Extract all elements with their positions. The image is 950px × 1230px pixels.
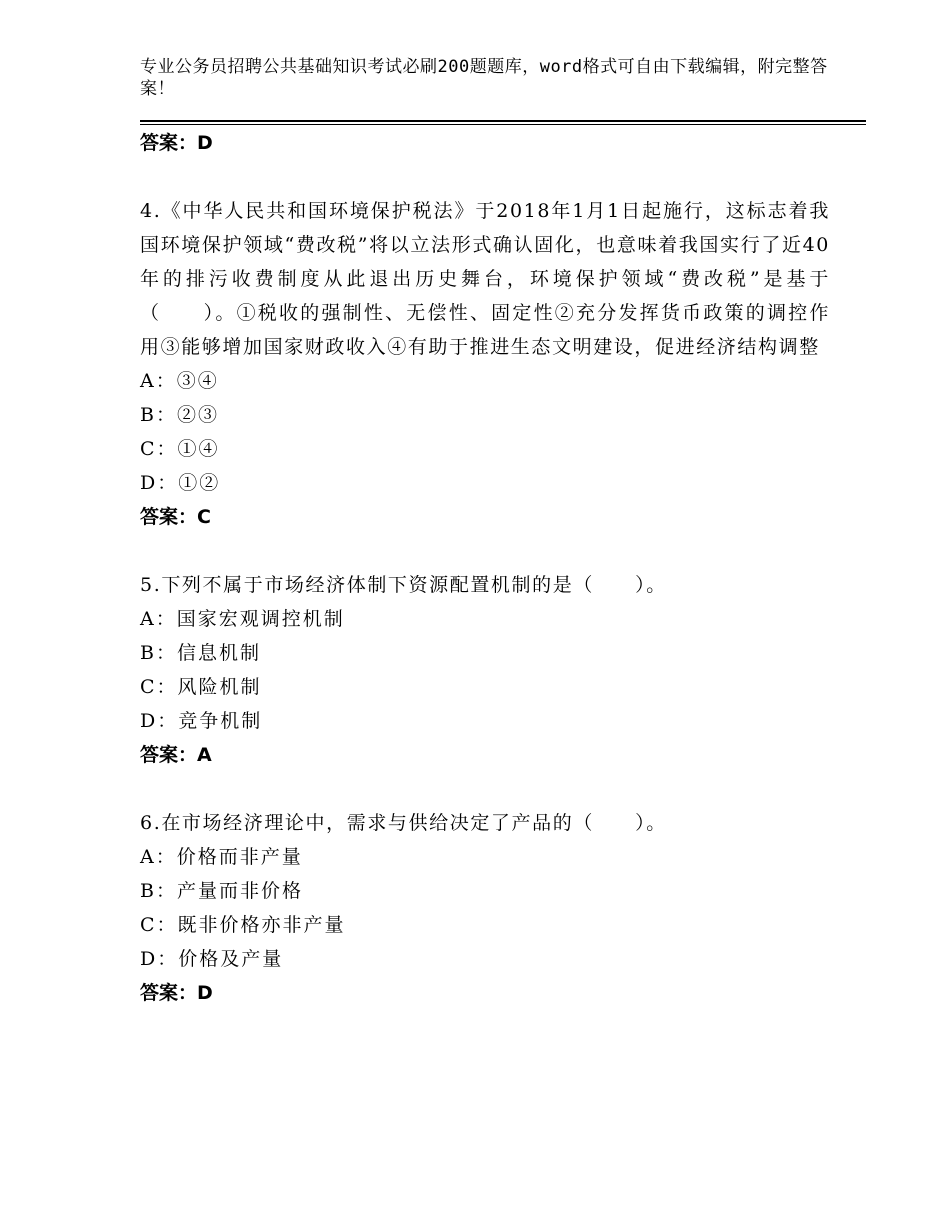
option-d: D：①② (140, 472, 221, 494)
answer-line: 答案：C (140, 506, 211, 528)
answer-line: 答案：A (140, 744, 212, 766)
option-b: B：②③ (140, 404, 219, 426)
option-a: A：国家宏观调控机制 (140, 608, 345, 630)
option-c: C：①④ (140, 438, 220, 460)
question-stem: 6.在市场经济理论中，需求与供给决定了产品的（ ）。 (140, 812, 667, 834)
option-c: C：既非价格亦非产量 (140, 914, 346, 936)
option-a: A：价格而非产量 (140, 846, 303, 868)
header-divider (140, 120, 866, 125)
question-stem: 4.《中华人民共和国环境保护税法》于2018年1月1日起施行，这标志着我国环境保护领域“费改税”将以立法形式确认固化，也意味着我国实行了近40年的排污收费制度从此退出历史舞台，环境保护领域“费改税”是基于（ ）。①税收的强制性、无偿性、固定性②充分发挥货币政策的调控作用③能够增加国家财政收入④有助于推进生态文明建设，促进经济结构调整 (140, 200, 830, 358)
question-4 (140, 194, 830, 534)
option-d: D：价格及产量 (140, 948, 284, 970)
question-stem: 5.下列不属于市场经济体制下资源配置机制的是（ ）。 (140, 574, 667, 596)
answer-line: 答案：D (140, 132, 213, 154)
option-a: A：③④ (140, 370, 219, 392)
question-5 (140, 568, 830, 772)
option-d: D：竞争机制 (140, 710, 263, 732)
option-b: B：信息机制 (140, 642, 261, 664)
option-b: B：产量而非价格 (140, 880, 303, 902)
page-header: 专业公务员招聘公共基础知识考试必刷200题题库，word格式可自由下载编辑，附完整答案！ (140, 57, 828, 99)
answer-line: 答案：D (140, 982, 213, 1004)
option-c: C：风险机制 (140, 676, 262, 698)
question-6 (140, 806, 830, 1010)
document-body (140, 126, 830, 1010)
